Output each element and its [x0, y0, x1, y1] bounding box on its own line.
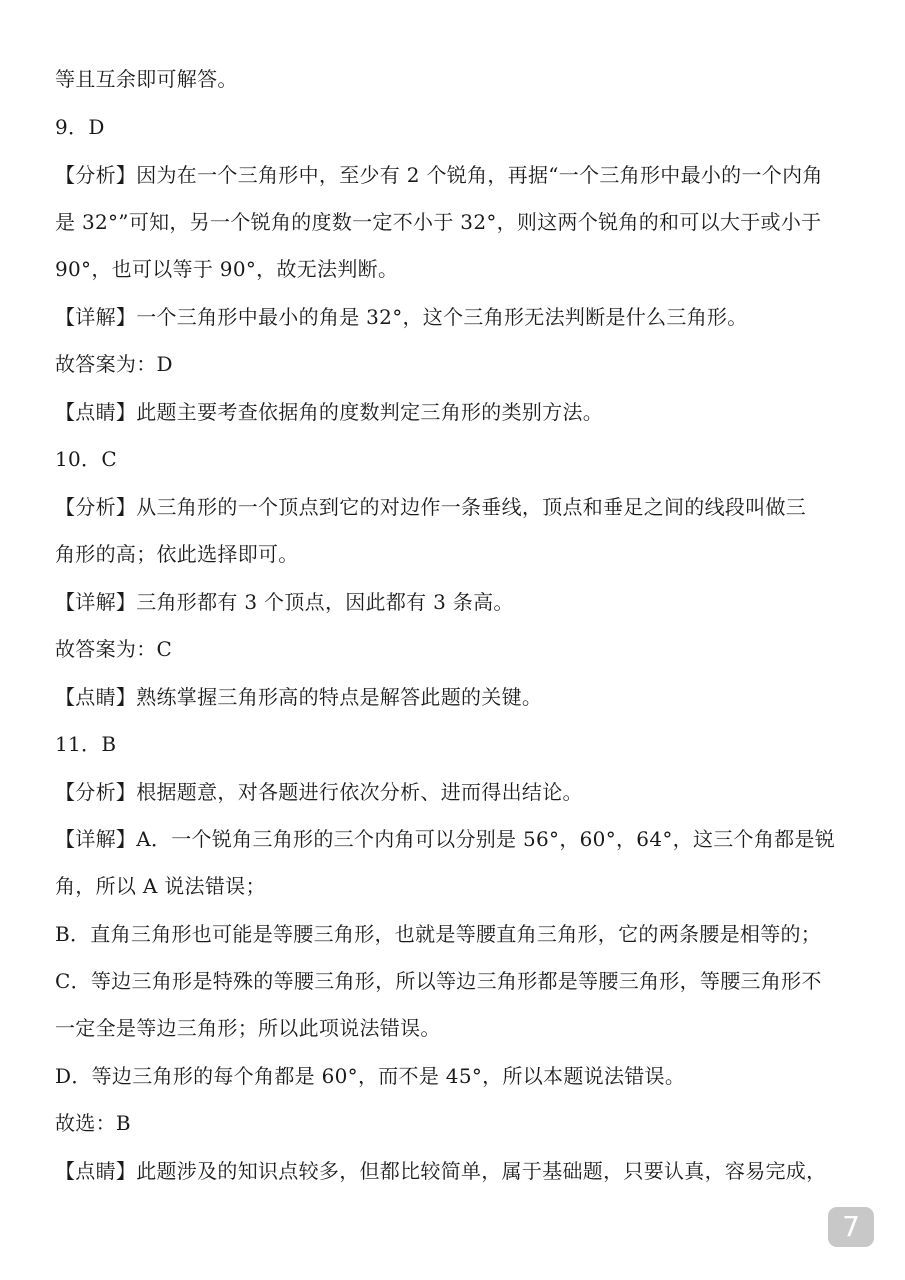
text-line: 【详解】一个三角形中最小的角是 32°，这个三角形无法判断是什么三角形。	[55, 305, 748, 329]
text-line: 角形的高；依此选择即可。	[55, 542, 299, 566]
text-line: 故选：B	[55, 1111, 131, 1135]
text-line: 【详解】三角形都有 3 个顶点，因此都有 3 条高。	[55, 590, 514, 614]
text-line: D．等边三角形的每个角都是 60°，而不是 45°，所以本题说法错误。	[55, 1064, 686, 1088]
text-line: 【分析】因为在一个三角形中，至少有 2 个锐角，再据“一个三角形中最小的一个内角	[55, 163, 823, 187]
text-line: 【分析】根据题意，对各题进行依次分析、进而得出结论。	[55, 780, 583, 804]
text-line: 等且互余即可解答。	[55, 67, 238, 91]
answer-heading-9: 9．D	[55, 115, 105, 139]
text-line: B．直角三角形也可能是等腰三角形，也就是等腰直角三角形，它的两条腰是相等的；	[55, 922, 822, 946]
text-line: 【分析】从三角形的一个顶点到它的对边作一条垂线，顶点和垂足之间的线段叫做三	[55, 495, 807, 519]
text-line: 一定全是等边三角形；所以此项说法错误。	[55, 1016, 441, 1040]
answer-heading-11: 11．B	[55, 732, 117, 756]
text-line: 故答案为：D	[55, 352, 173, 376]
text-line: 【详解】A．一个锐角三角形的三个内角可以分别是 56°，60°，64°，这三个角都是锐	[55, 827, 836, 851]
page-number-badge: 7	[828, 1207, 874, 1247]
text-line: 故答案为：C	[55, 637, 173, 661]
text-line: 角，所以 A 说法错误；	[55, 874, 266, 898]
answer-heading-10: 10．C	[55, 447, 117, 471]
text-line: 【点睛】此题主要考查依据角的度数判定三角形的类别方法。	[55, 400, 604, 424]
text-line: 是 32°”可知，另一个锐角的度数一定不小于 32°，则这两个锐角的和可以大于或小于	[55, 210, 822, 234]
text-line: 90°，也可以等于 90°，故无法判断。	[55, 257, 399, 281]
text-line: 【点睛】熟练掌握三角形高的特点是解答此题的关键。	[55, 685, 543, 709]
text-line: 【点睛】此题涉及的知识点较多，但都比较简单，属于基础题，只要认真，容易完成，	[55, 1159, 827, 1183]
text-line: C．等边三角形是特殊的等腰三角形，所以等边三角形都是等腰三角形，等腰三角形不	[55, 969, 822, 993]
